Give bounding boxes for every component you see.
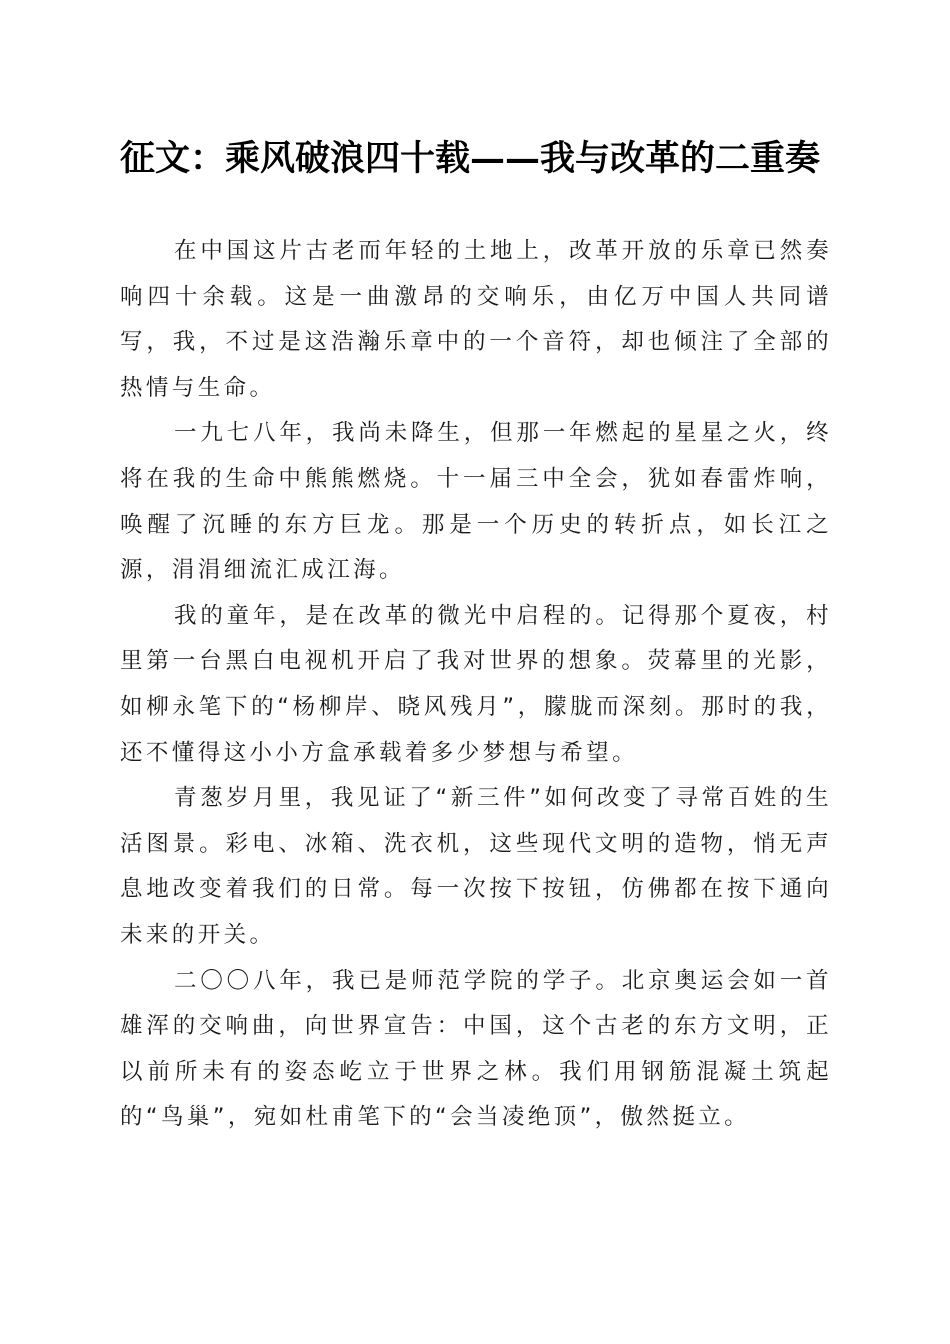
paragraph-3: 我的童年，是在改革的微光中启程的。记得那个夏夜，村里第一台黑白电视机开启了我对世界的想象。荧幕里的光影，如柳永笔下的“杨柳岸、晓风残月”，朦胧而深刻。那时的我，还不懂得这小小方盒承载着多少梦想与希望。	[120, 602, 832, 766]
paragraph-2: 一九七八年，我尚未降生，但那一年燃起的星星之火，终将在我的生命中熊熊燃烧。十一届三中全会，犹如春雷炸响，唤醒了沉睡的东方巨龙。那是一个历史的转折点，如长江之源，涓涓细流汇成江海。	[120, 420, 832, 584]
paragraph-1: 在中国这片古老而年轻的土地上，改革开放的乐章已然奏响四十余载。这是一曲激昂的交响乐，由亿万中国人共同谱写，我，不过是这浩瀚乐章中的一个音符，却也倾注了全部的热情与生命。	[120, 238, 832, 401]
paragraph-4: 青葱岁月里，我见证了“新三件”如何改变了寻常百姓的生活图景。彩电、冰箱、洗衣机，这些现代文明的造物，悄无声息地改变着我们的日常。每一次按下按钮，仿佛都在按下通向未来的开关。	[120, 785, 832, 948]
page-title: 征文：乘风破浪四十载——我与改革的二重奏	[120, 138, 821, 179]
paragraph-5: 二〇〇八年，我已是师范学院的学子。北京奥运会如一首雄浑的交响曲，向世界宣告：中国，这个古老的东方文明，正以前所未有的姿态屹立于世界之林。我们用钢筋混凝土筑起的“鸟巢”，宛如杜甫笔下的“会当凌绝顶”，傲然挺立。	[120, 967, 832, 1131]
article-body	[120, 229, 832, 1141]
